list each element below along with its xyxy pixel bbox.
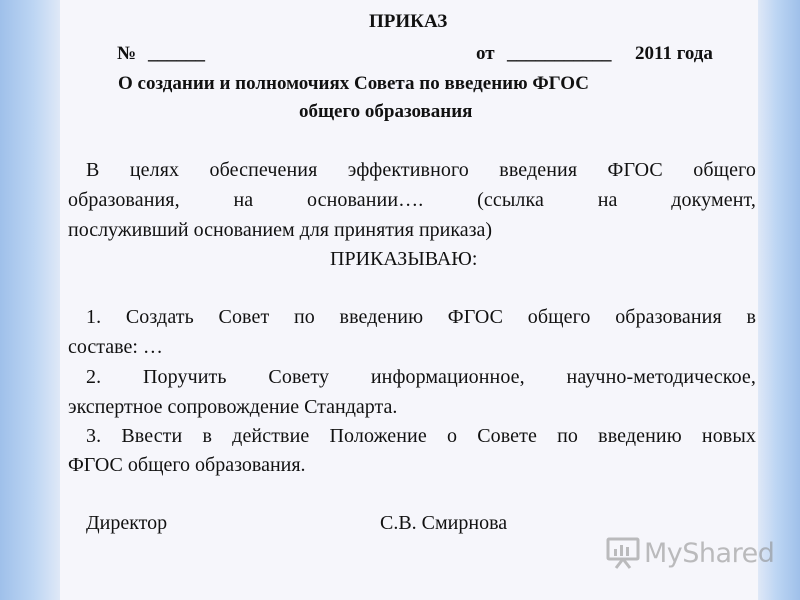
subject-line-2: общего образования: [299, 101, 473, 122]
year-text: 2011 года: [635, 43, 713, 64]
signature-name: С.В. Смирнова: [380, 512, 508, 534]
order-word: ПРИКАЗЫВАЮ:: [330, 248, 478, 270]
presentation-board-icon: [606, 536, 640, 570]
item-2-line-1: 2. Поручить Совету информационное, научно-методическое,: [86, 366, 756, 388]
left-blue-margin: [0, 0, 60, 600]
item-2-line-2: экспертное сопровождение Стандарта.: [68, 396, 398, 418]
signature-role: Директор: [86, 512, 168, 534]
date-prefix: от: [476, 43, 495, 64]
myshared-watermark: [606, 536, 774, 570]
item-1-line-1: 1. Создать Совет по введению ФГОС общего образования в: [86, 306, 756, 328]
watermark-text: MyShared: [644, 537, 775, 569]
preamble-line-3: послуживший основанием для принятия приказа): [68, 219, 493, 241]
item-1-line-2: составе: …: [68, 336, 163, 358]
order-number-blank: ______: [148, 43, 205, 64]
item-3-line-2: ФГОС общего образования.: [68, 454, 306, 476]
document-heading: ПРИКАЗ: [369, 11, 448, 32]
right-blue-margin: [758, 0, 800, 600]
preamble-line-2: образования, на основании…. (ссылка на документ,: [68, 189, 756, 211]
preamble-line-1: В целях обеспечения эффективного введения ФГОС общего: [86, 159, 756, 181]
order-number-label: №: [117, 43, 137, 64]
subject-line-1: О создании и полномочиях Совета по введению ФГОС: [118, 73, 590, 94]
date-blank: ___________: [507, 43, 612, 64]
item-3-line-1: 3. Ввести в действие Положение о Совете по введению новых: [86, 425, 756, 447]
